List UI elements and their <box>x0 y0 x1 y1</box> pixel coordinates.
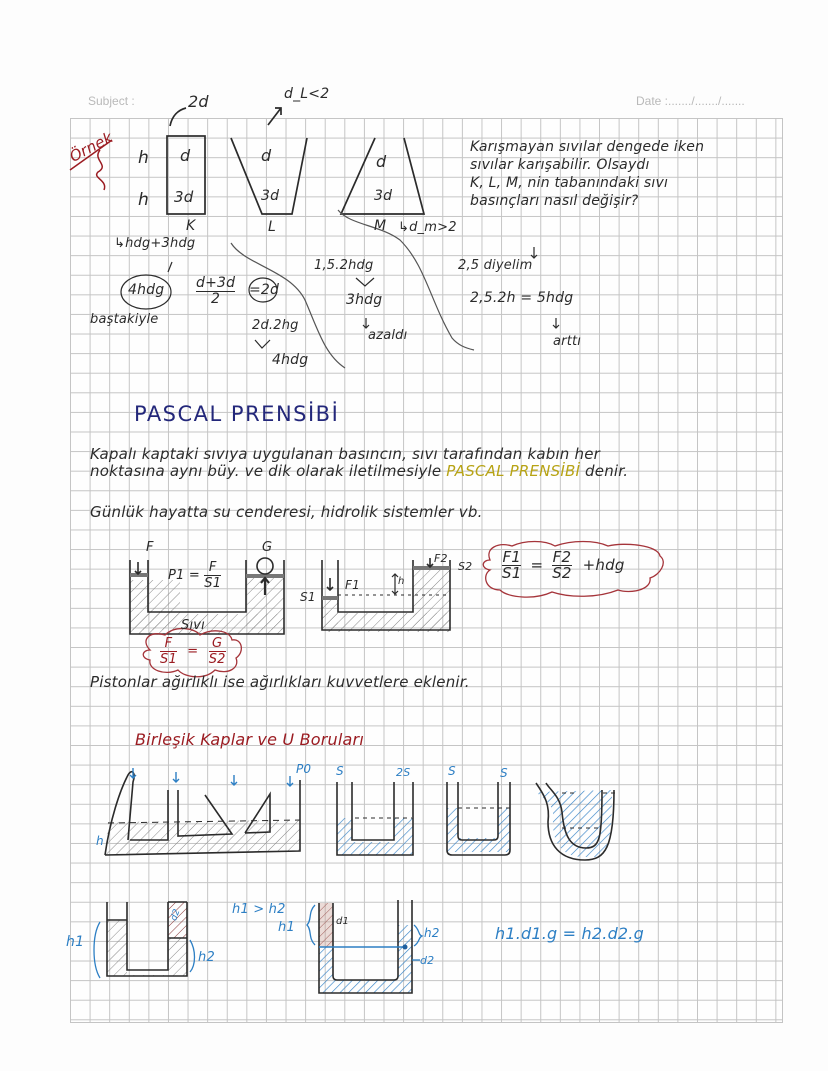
l-bottom-density: 3d <box>261 188 280 204</box>
definition-line-1: Kapalı kaptaki sıvıya uygulanan basıncın, sıvı tarafından kabın her <box>90 445 600 463</box>
s-label-left: S <box>336 764 344 778</box>
question-line-4: basınçları nasıl değişir? <box>470 193 639 209</box>
annotation-2d: 2d <box>188 92 209 111</box>
hydrostatic-equation: h1.d1.g = h2.d2.g <box>495 924 644 943</box>
pressure-denominator: S1 <box>204 576 222 591</box>
u-tube-s-2s <box>337 782 413 855</box>
l-top-density: d <box>261 146 272 165</box>
utube1-d2: d2 <box>169 907 183 923</box>
k-result: 4hdg <box>128 282 165 298</box>
piston-equation: $\frac{F1}{S1}$ = $\frac{F2}{S2}$ +hdg <box>502 548 625 582</box>
press-eq-left-num: F <box>164 636 173 651</box>
avg-total: 4hdg <box>272 352 309 368</box>
m-bottom-density: 3d <box>374 188 393 204</box>
piston-eq-left-num: F1 <box>502 548 522 566</box>
m-note-increase: arttı <box>553 334 582 349</box>
piston-f2-label: F2 <box>434 552 448 565</box>
press-force-label: F <box>146 540 154 555</box>
press-eq-right-den: S2 <box>208 652 226 667</box>
definition-line-2-end: denir. <box>585 462 629 480</box>
pascal-piston-height-diagram <box>322 558 450 632</box>
vessel-arrows <box>130 768 293 786</box>
l-calc: 1,5.2hdg <box>314 258 374 273</box>
annotation-dl: d_L<2 <box>284 86 330 102</box>
subject-label: Subject : <box>88 94 135 108</box>
definition-line-2 <box>90 463 628 480</box>
k-bottom-density: 3d <box>174 188 194 206</box>
m-top-density: d <box>376 152 387 171</box>
utube2-h1: h1 <box>278 920 295 935</box>
question-line-1: Karışmayan sıvılar dengede iken <box>470 139 705 155</box>
k-sum: ↳hdg+3hdg <box>114 236 196 251</box>
daily-life-examples: Günlük hayatta su cenderesi, hidrolik sistemler vb. <box>90 503 483 521</box>
l-result: 3hdg <box>346 292 383 308</box>
pascal-title: PASCAL PRENSİBİ <box>134 402 340 426</box>
piston-eq-right-den: S2 <box>552 564 572 582</box>
press-fluid-label: Sıvı <box>181 618 205 633</box>
utube1-h2: h2 <box>198 950 215 965</box>
press-weight-label: G <box>262 540 273 555</box>
k-name: K <box>186 218 196 234</box>
u-tube-s-s <box>447 782 510 855</box>
piston-eq-right-num: F2 <box>552 548 572 566</box>
utube2-d1: d1 <box>336 916 350 927</box>
s2-label: 2S <box>396 766 411 779</box>
definition-highlight: PASCAL PRENSİBİ <box>446 462 581 480</box>
example-label: Örnek <box>66 128 116 166</box>
m-name: M <box>374 218 387 234</box>
piston-h-label: h <box>398 576 405 587</box>
average-fraction <box>196 276 235 307</box>
piston-weight-note: Pistonlar ağırlıklı ise ağırlıkları kuvvetlere eklenir. <box>90 673 470 691</box>
m-calc: 2,5.2h = 5hdg <box>470 290 574 306</box>
example-question <box>470 138 704 210</box>
utube2-h2: h2 <box>424 926 440 940</box>
piston-s2-label: S2 <box>458 560 473 573</box>
m-note: ↳d_m>2 <box>398 220 457 235</box>
press-equation: $\frac{F}{S1}$ = $\frac{G}{S2}$ <box>160 636 226 667</box>
k-height-bottom: h <box>138 190 149 210</box>
u-tube-irregular <box>536 783 618 860</box>
utube1-h1: h1 <box>66 934 85 950</box>
l-note: azaldı <box>368 328 408 343</box>
connected-vessels-title: Birleşik Kaplar ve U Boruları <box>135 730 364 749</box>
k-note: baştakiyle <box>90 312 159 327</box>
question-line-3: K, L, M, nin tabanındaki sıvı <box>470 175 669 191</box>
s-label-a: S <box>448 764 456 778</box>
piston-f1-label: F1 <box>345 578 360 592</box>
press-eq-right-num: G <box>212 636 223 651</box>
question-line-2: sıvılar karışabilir. Olsaydı <box>470 157 650 173</box>
avg-denominator: 2 <box>211 291 221 307</box>
pascal-definition <box>90 446 628 480</box>
k-top-density: d <box>180 146 191 165</box>
utube2-condition: h1 > h2 <box>232 902 286 917</box>
avg-calc: 2d.2hg <box>252 318 299 333</box>
press-pressure-formula <box>168 560 221 591</box>
k-height-top: h <box>138 148 149 168</box>
p0-label: P0 <box>296 762 312 776</box>
date-label: Date :......./......./....... <box>636 94 745 108</box>
definition-line-2-start: noktasına aynı büy. ve dik olarak iletilmesiyle <box>90 462 442 480</box>
piston-eq-tail: +hdg <box>582 556 625 574</box>
h-label: h <box>96 834 104 848</box>
utube2-d2: d2 <box>420 954 435 967</box>
piston-eq-left-den: S1 <box>502 564 522 582</box>
piston-s1-label: S1 <box>300 590 316 604</box>
m-assume: 2,5 diyelim <box>458 258 533 273</box>
pressure-label: P1 = <box>168 568 200 583</box>
avg-numerator: d+3d <box>196 275 236 291</box>
avg-result: =2d <box>249 282 280 298</box>
u-tube-density-comparison <box>319 900 412 993</box>
connected-vessels-diagram <box>105 772 300 855</box>
l-name: L <box>268 219 276 235</box>
s-label-b: S <box>500 766 508 780</box>
press-eq-left-den: S1 <box>160 652 177 667</box>
pressure-numerator: F <box>208 560 217 575</box>
